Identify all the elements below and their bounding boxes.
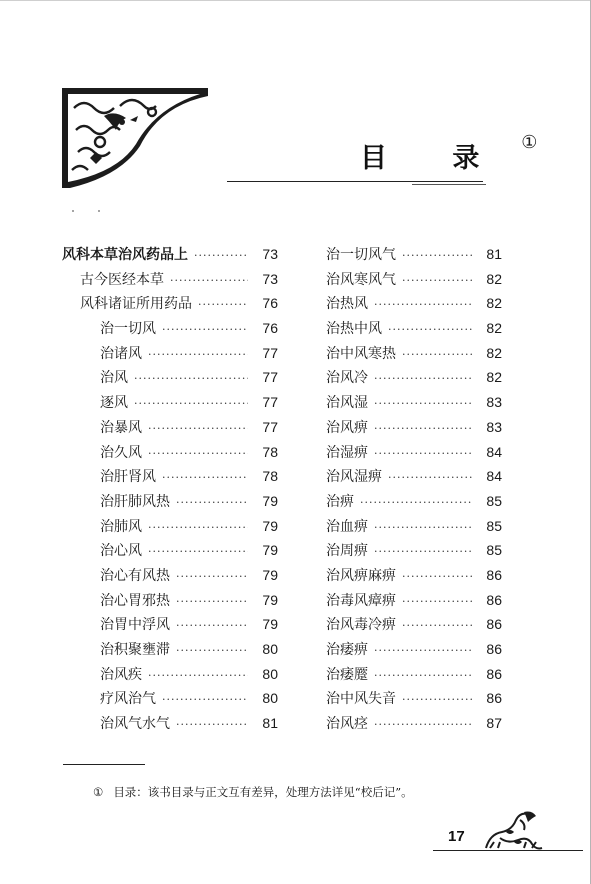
toc-entry-page: 79 <box>262 566 278 583</box>
toc-entry-page: 80 <box>262 641 278 657</box>
toc-entry-title: 治暴风 <box>100 419 142 436</box>
toc-leader <box>134 367 248 392</box>
toc-entry[interactable] <box>326 365 502 390</box>
footnote-mark: ① <box>93 785 104 799</box>
toc-leader <box>176 590 248 615</box>
toc-entry-title: 古今医经本草 <box>80 271 164 288</box>
toc-entry-title: 治热中风 <box>326 321 382 338</box>
title-underline <box>227 181 483 182</box>
toc-entry-title: 逐风 <box>100 395 128 412</box>
toc-leader <box>162 688 248 713</box>
toc-leader <box>388 466 472 491</box>
toc-entry[interactable] <box>326 316 502 341</box>
page-title: 目 录 <box>360 143 508 174</box>
toc-entry-title: 治一切风 <box>100 321 156 338</box>
toc-leader <box>374 713 472 738</box>
toc-entry-page: 83 <box>486 418 502 435</box>
toc-entry-page: 82 <box>486 270 502 287</box>
cloud-dragon-ornament-icon <box>60 86 210 190</box>
toc-entry-page: 76 <box>262 295 278 312</box>
toc-leader <box>374 392 472 417</box>
toc-leader <box>402 343 472 368</box>
toc-leader <box>402 614 472 639</box>
toc-entry-title: 治热风 <box>326 296 368 313</box>
toc-entry-page: 73 <box>262 246 278 262</box>
toc-leader <box>402 565 472 590</box>
toc-entry-title: 风科诸证所用药品 <box>80 296 192 313</box>
toc-entry-title: 治风寒风气 <box>326 271 396 288</box>
toc-entry[interactable] <box>326 440 502 465</box>
toc-entry-title: 治心胃邪热 <box>100 592 170 609</box>
toc-entry-page: 77 <box>262 344 278 361</box>
toc-leader <box>176 614 248 639</box>
toc-entry[interactable] <box>326 662 502 687</box>
toc-entry[interactable] <box>62 365 278 390</box>
toc-entry[interactable] <box>62 415 278 440</box>
toc-entry-page: 79 <box>262 542 278 559</box>
toc-leader <box>388 318 472 343</box>
toc-entry[interactable] <box>62 316 278 341</box>
toc-entry[interactable] <box>62 686 278 711</box>
toc-column-left <box>62 242 278 736</box>
speck <box>72 210 74 212</box>
toc-leader <box>402 244 472 269</box>
toc-entry[interactable] <box>62 588 278 613</box>
toc-leader <box>374 639 472 664</box>
toc-entry-title: 治诸风 <box>100 345 142 362</box>
toc-leader <box>402 688 472 713</box>
toc-column-right <box>326 242 502 736</box>
title-footnote-mark: ① <box>521 132 538 153</box>
toc-entry-title: 治风湿 <box>326 395 368 412</box>
toc-entry-page: 85 <box>486 492 502 509</box>
toc-entry-page: 79 <box>262 616 278 633</box>
toc-entry-page: 85 <box>486 542 502 559</box>
toc-entry[interactable] <box>62 390 278 415</box>
speck <box>98 210 100 212</box>
toc-entry[interactable] <box>326 267 502 292</box>
footnote-text: 目录：该书目录与正文互有差异，处理方法详见“校后记”。 <box>113 785 413 799</box>
toc-entry-page: 84 <box>486 468 502 485</box>
toc-entry-title: 治风疾 <box>100 666 142 683</box>
toc-entry-page: 83 <box>486 394 502 411</box>
toc-entry-page: 82 <box>486 369 502 386</box>
toc-leader <box>402 590 472 615</box>
toc-entry-title: 治风 <box>100 370 128 387</box>
toc-entry[interactable] <box>326 686 502 711</box>
toc-leader <box>148 516 248 541</box>
toc-entry-title: 治积聚壅滞 <box>100 642 170 658</box>
toc-leader <box>148 664 248 689</box>
toc-entry[interactable] <box>62 563 278 588</box>
toc-entry-page: 76 <box>262 320 278 337</box>
toc-entry-title: 治湿痹 <box>326 444 368 461</box>
toc-leader <box>374 516 472 541</box>
toc-entry-title: 治毒风瘴痹 <box>326 592 396 609</box>
toc-entry[interactable] <box>326 415 502 440</box>
toc-entry-page: 81 <box>262 715 278 732</box>
toc-leader <box>402 269 472 294</box>
dragon-ornament-icon <box>480 808 546 852</box>
toc-entry[interactable] <box>326 588 502 613</box>
toc-leader <box>198 293 248 318</box>
toc-entry-title: 治风湿痹 <box>326 469 382 486</box>
page-edge-top <box>0 0 591 1</box>
toc-entry-title: 治一切风气 <box>326 247 396 263</box>
toc-entry-page: 81 <box>486 246 502 262</box>
toc-entry-page: 78 <box>262 443 278 460</box>
toc-entry[interactable] <box>62 489 278 514</box>
toc-entry-page: 79 <box>262 492 278 509</box>
toc-leader <box>360 491 472 516</box>
toc-entry-title: 治风气水气 <box>100 716 170 733</box>
toc-entry-title: 治风冷 <box>326 370 368 387</box>
toc-entry-page: 82 <box>486 320 502 337</box>
toc-entry-page: 87 <box>486 715 502 732</box>
toc-entry[interactable] <box>62 538 278 563</box>
toc-entry-title: 风科本草治风药品上 <box>62 247 188 263</box>
toc-entry-title: 治风毒冷痹 <box>326 617 396 634</box>
toc-leader <box>148 442 248 467</box>
toc-leader <box>176 491 248 516</box>
toc-entry-title: 治风痹麻痹 <box>326 567 396 584</box>
toc-entry-title: 治痹 <box>326 493 354 510</box>
toc-entry[interactable] <box>62 440 278 465</box>
toc-entry[interactable] <box>326 612 502 637</box>
toc-entry[interactable] <box>62 267 278 292</box>
toc-entry-page: 78 <box>262 468 278 485</box>
toc-entry[interactable] <box>62 291 278 316</box>
toc-leader <box>176 639 248 664</box>
toc-entry-title: 治周痹 <box>326 543 368 560</box>
toc-entry-page: 84 <box>486 443 502 460</box>
toc-entry[interactable] <box>326 390 502 415</box>
toc-entry-page: 77 <box>262 394 278 411</box>
toc-leader <box>170 269 248 294</box>
toc-entry[interactable] <box>326 637 502 662</box>
toc-entry[interactable] <box>326 514 502 539</box>
toc-leader <box>162 318 248 343</box>
toc-leader <box>374 417 472 442</box>
toc-leader <box>176 713 248 738</box>
toc-leader <box>374 540 472 565</box>
toc-entry-title: 治肝肾风 <box>100 469 156 486</box>
toc-leader <box>148 540 248 565</box>
footnote-divider <box>63 764 145 765</box>
toc-entry[interactable] <box>326 538 502 563</box>
toc-leader <box>162 466 248 491</box>
toc-entry-title: 治风痹 <box>326 419 368 436</box>
toc-entry-page: 80 <box>262 690 278 707</box>
toc-entry-title: 治心风 <box>100 543 142 560</box>
toc-entry-title: 治胃中浮风 <box>100 617 170 634</box>
toc-entry-page: 77 <box>262 418 278 435</box>
toc-entry-page: 86 <box>486 690 502 707</box>
toc-leader <box>148 417 248 442</box>
toc-entry[interactable] <box>326 711 502 736</box>
toc-entry-page: 86 <box>486 616 502 633</box>
toc-entry-title: 治中风寒热 <box>326 345 396 362</box>
page-number: 17 <box>448 828 465 845</box>
toc-leader <box>374 664 472 689</box>
toc-leader <box>176 565 248 590</box>
toc-entry-title: 治中风失音 <box>326 691 396 708</box>
toc-leader <box>374 442 472 467</box>
toc-entry-page: 86 <box>486 566 502 583</box>
toc-entry[interactable] <box>62 637 278 662</box>
toc-entry-title: 治血痹 <box>326 518 368 535</box>
toc-entry[interactable] <box>62 711 278 736</box>
toc-entry[interactable] <box>62 612 278 637</box>
title-block <box>360 132 538 176</box>
toc-entry-page: 86 <box>486 641 502 657</box>
toc-entry-title: 治痿蹷 <box>326 666 368 683</box>
toc-entry[interactable] <box>326 291 502 316</box>
toc-entry-title: 治肝肺风热 <box>100 493 170 510</box>
toc-entry-title: 治肺风 <box>100 518 142 535</box>
toc-entry-title: 治痿痹 <box>326 642 368 658</box>
toc-entry-title: 疗风治气 <box>100 691 156 708</box>
toc-leader <box>148 343 248 368</box>
toc-entry[interactable] <box>62 464 278 489</box>
toc-entry-page: 79 <box>262 591 278 608</box>
toc-leader <box>134 392 248 417</box>
toc-entry[interactable] <box>62 242 278 267</box>
toc-entry[interactable] <box>326 489 502 514</box>
toc-entry[interactable] <box>326 242 502 267</box>
toc-entry-page: 77 <box>262 369 278 386</box>
toc-entry-page: 82 <box>486 295 502 312</box>
toc-entry-page: 73 <box>262 270 278 287</box>
toc-entry-page: 86 <box>486 665 502 682</box>
toc-entry-title: 治心有风热 <box>100 567 170 584</box>
title-underline-accent <box>412 184 486 185</box>
toc-entry-page: 85 <box>486 517 502 534</box>
toc-entry-page: 79 <box>262 517 278 534</box>
toc-entry[interactable] <box>62 514 278 539</box>
toc-leader <box>374 293 472 318</box>
toc-entry[interactable] <box>326 341 502 366</box>
toc-leader <box>194 244 248 269</box>
toc-entry-page: 86 <box>486 591 502 608</box>
toc-entry[interactable] <box>326 464 502 489</box>
toc-entry-title: 治久风 <box>100 444 142 461</box>
footnote <box>93 784 413 800</box>
toc-entry[interactable] <box>62 341 278 366</box>
toc-entry-title: 治风痉 <box>326 716 368 733</box>
toc-leader <box>374 367 472 392</box>
toc-entry[interactable] <box>326 563 502 588</box>
toc-entry-page: 80 <box>262 665 278 682</box>
toc-entry[interactable] <box>62 662 278 687</box>
toc-entry-page: 82 <box>486 344 502 361</box>
